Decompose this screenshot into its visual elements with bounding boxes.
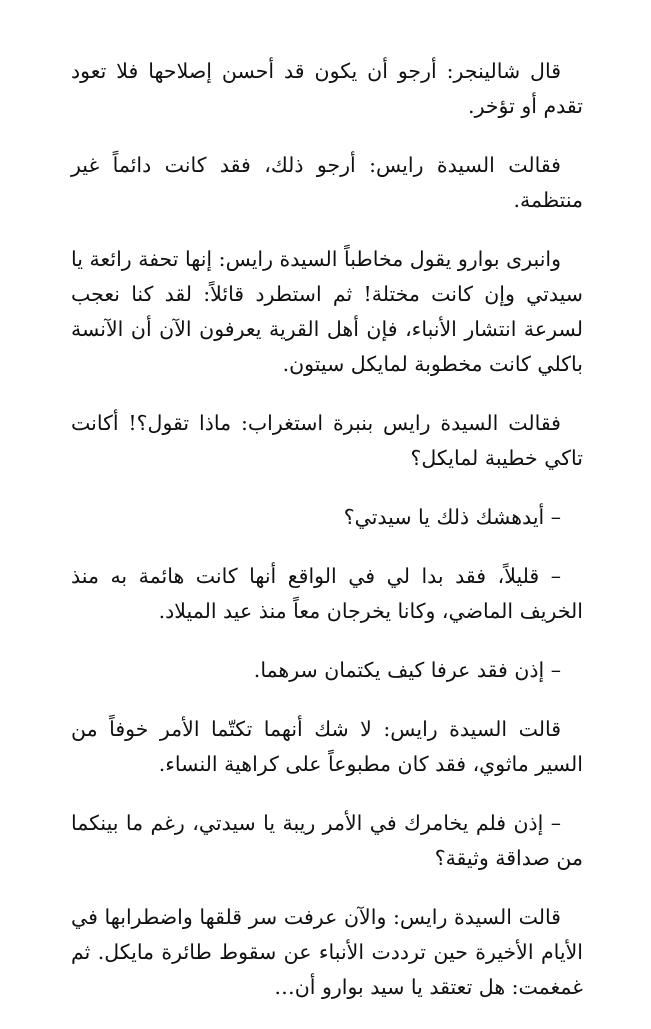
paragraph-8: قالت السيدة رايس: لا شك أنهما تكتّما الأمر خوفاً من السير ماثوي، فقد كان مطبوعاً على كراهية النساء.: [71, 717, 583, 776]
paragraph-7: – إذن فقد عرفا كيف يكتمان سرهما.: [253, 658, 561, 682]
paragraph-4: فقالت السيدة رايس بنبرة استغراب: ماذا تقول؟! أكانت تاكي خطيبة لمايكل؟: [71, 411, 583, 470]
paragraph-2: فقالت السيدة رايس: أرجو ذلك، فقد كانت دائماً غير منتظمة.: [71, 153, 583, 212]
paragraph-9: – إذن فلم يخامرك في الأمر ريبة يا سيدتي، رغم ما بينكما من صداقة وثيقة؟: [71, 811, 583, 870]
paragraph-1: قال شالينجر: أرجو أن يكون قد أحسن إصلاحها فلا تعود تقدم أو تؤخر.: [71, 59, 583, 118]
paragraph-3: وانبرى بوارو يقول مخاطباً السيدة رايس: إنها تحفة رائعة يا سيدتي وإن كانت مختلة! ثم استطرد قائلاً: لقد كنا نعجب لسرعة انتشار الأنباء، فإن أهل القرية يعرفون الآن أن الآنسة باكلي كانت مخطوبة لمايكل سيتون.: [71, 247, 583, 376]
paragraph-10: قالت السيدة رايس: والآن عرفت سر قلقها واضطرابها في الأيام الأخيرة حين ترددت الأنباء عن سقوط طائرة مايكل. ثم غمغمت: هل تعتقد يا سيد بوارو أن…: [71, 905, 583, 999]
paragraph-6: – قليلاً، فقد بدا لي في الواقع أنها كانت هائمة به منذ الخريف الماضي، وكانا يخرجان معاً منذ عيد الميلاد.: [71, 564, 583, 623]
paragraph-5: – أيدهشك ذلك يا سيدتي؟: [343, 505, 561, 529]
book-page: [71, 54, 583, 1029]
